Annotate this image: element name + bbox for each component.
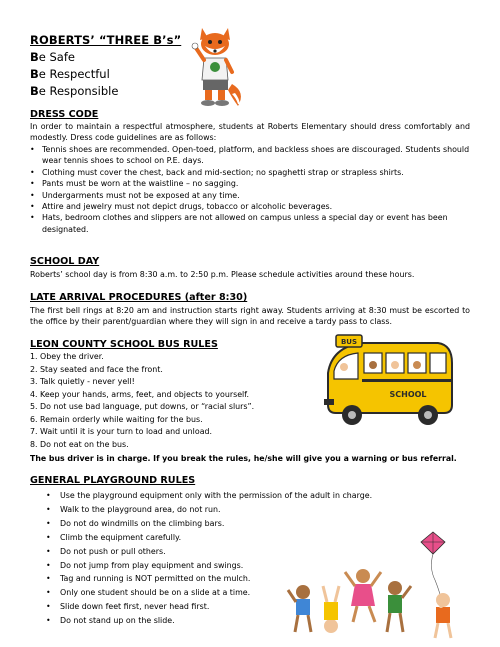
bus-rules-heading: LEON COUNTY SCHOOL BUS RULES bbox=[30, 339, 218, 350]
list-item: • Hats, bedroom clothes and slippers are not allowed on campus unless a special day or event has been designated. bbox=[30, 213, 448, 234]
list-item: • Clothing must cover the chest, back and mid-section; no spaghetti strap or strapless shirts. bbox=[30, 167, 404, 177]
b-line-safe: Be Safe bbox=[30, 50, 75, 64]
list-item: • Tag and running is NOT permitted on the mulch. bbox=[46, 574, 251, 584]
bus-driver-note: The bus driver is in charge. If you break the rules, he/she will give you a warning or bus referral. bbox=[30, 454, 457, 463]
bus-side-text: SCHOOL bbox=[389, 390, 427, 399]
list-item: • Slide down feet first, never head first. bbox=[46, 602, 210, 612]
school-day-text: Roberts’ school day is from 8:30 a.m. to 2:50 p.m. Please schedule activities around these hours. bbox=[30, 270, 415, 279]
list-item: • Pants must be worn at the waistline – no sagging. bbox=[30, 179, 239, 189]
school-day-heading: SCHOOL DAY bbox=[30, 256, 100, 267]
list-item: 8. Do not eat on the bus. bbox=[30, 439, 129, 449]
list-item: • Only one student should be on a slide at a time. bbox=[46, 588, 251, 598]
list-item: • Walk to the playground area, do not run. bbox=[46, 504, 221, 514]
bus-sign-text: BUS bbox=[340, 338, 358, 346]
dress-code-intro: In order to maintain a respectful atmosphere, students at Roberts Elementary should dress comfortably and modestly. Dress code guidelines are as follows: bbox=[30, 122, 470, 143]
list-item: • Use the playground equipment only with the permission of the adult in charge. bbox=[46, 491, 373, 500]
list-item: 7. Wait until it is your turn to load and unload. bbox=[30, 427, 213, 436]
list-item: • Undergarments must not be exposed at any time. bbox=[30, 190, 240, 200]
list-item: • Attire and jewelry must not depict drugs, tobacco or alcoholic beverages. bbox=[30, 202, 333, 212]
list-item: • Do not jump from play equipment and swings. bbox=[46, 560, 244, 570]
b-line-respectful: Be Respectful bbox=[30, 67, 110, 81]
list-item: 3. Talk quietly - never yell! bbox=[30, 377, 135, 386]
list-item: 2. Stay seated and face the front. bbox=[30, 364, 163, 374]
bus-rules-list bbox=[30, 351, 320, 451]
late-arrival-heading: LATE ARRIVAL PROCEDURES (after 8:30) bbox=[30, 292, 248, 303]
school-bus-image bbox=[318, 333, 458, 428]
late-arrival-text: The first bell rings at 8:20 am and instruction starts right away. Students arriving at 8:30 must be escorted to the office by their parent/guardian where they will sign in and receive a tardy pass to class. bbox=[30, 306, 470, 327]
dress-code-heading: DRESS CODE bbox=[30, 109, 99, 120]
list-item: 1. Obey the driver. bbox=[30, 352, 104, 361]
playground-rules-heading: GENERAL PLAYGROUND RULES bbox=[30, 475, 196, 486]
list-item: • Do not stand up on the slide. bbox=[46, 616, 175, 626]
list-item: 6. Remain orderly while waiting for the bus. bbox=[30, 414, 203, 424]
fox-mascot-image bbox=[188, 24, 248, 110]
b-line-responsible: Be Responsible bbox=[30, 84, 119, 98]
list-item: • Do not do windmills on the climbing bars. bbox=[46, 518, 225, 528]
kids-playing-image bbox=[283, 528, 473, 640]
list-item: • Do not push or pull others. bbox=[46, 546, 166, 556]
list-item: 5. Do not use bad language, put downs, or “racial slurs”. bbox=[30, 402, 255, 411]
list-item: • Climb the equipment carefully. bbox=[46, 532, 182, 542]
page-title: ROBERTS’ “THREE B’s” bbox=[30, 33, 182, 47]
list-item: • Tennis shoes are recommended. Open-toed, platform, and backless shoes are discouraged. Students should wear tennis shoes to school on P.E. days. bbox=[30, 145, 470, 166]
list-item: 4. Keep your hands, arms, feet, and objects to yourself. bbox=[30, 389, 249, 399]
dress-code-list bbox=[30, 144, 470, 235]
